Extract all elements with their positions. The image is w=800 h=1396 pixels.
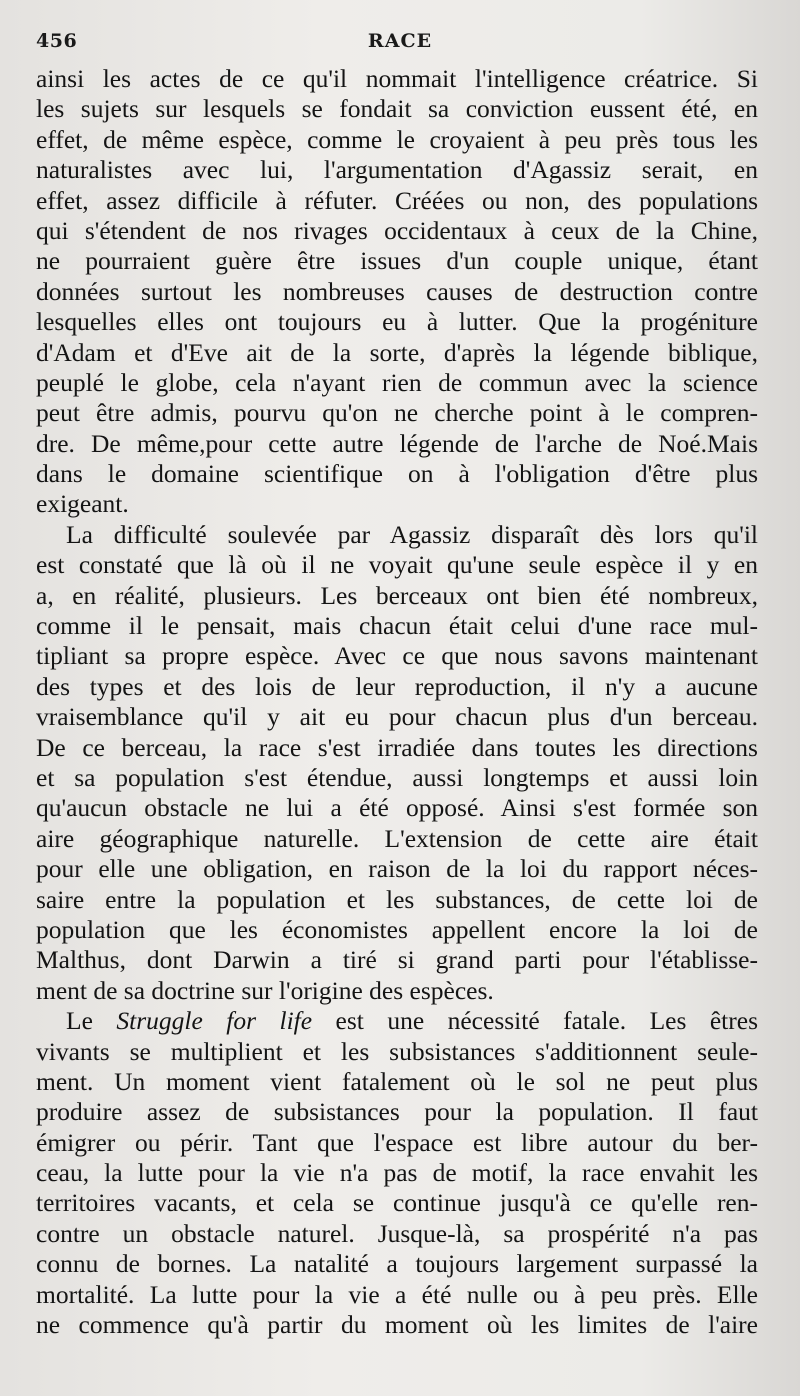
text-line: saire entre la population et les substances, de cette loi de <box>36 884 758 914</box>
text-line: ment. Un moment vient fatalement où le sol ne peut plus <box>36 1066 758 1096</box>
body-text <box>36 64 758 1340</box>
struggle-prefix: Le <box>66 1006 117 1036</box>
text-line: Malthus, dont Darwin a tiré si grand parti pour l'établisse- <box>36 945 758 975</box>
text-line: ceau, la lutte pour la vie n'a pas de motif, la race envahit les <box>36 1158 758 1188</box>
text-line: naturalistes avec lui, l'argumentation d'Agassiz serait, en <box>36 155 758 185</box>
text-line: qui s'étendent de nos rivages occidentaux à ceux de la Chine, <box>36 215 758 245</box>
text-line: connu de bornes. La natalité a toujours largement surpassé la <box>36 1249 758 1279</box>
text-line: données surtout les nombreuses causes de destruction contre <box>36 276 758 306</box>
text-line: d'Adam et d'Eve ait de la sorte, d'après la légende biblique, <box>36 337 758 367</box>
text-line: effet, de même espèce, comme le croyaient à peu près tous les <box>36 124 758 154</box>
struggle-for-life-italic: Struggle for life <box>116 1006 313 1036</box>
page-number: 456 <box>36 30 78 52</box>
text-line: a, en réalité, plusieurs. Les berceaux ont bien été nombreux, <box>36 580 758 610</box>
text-line: les sujets sur lesquels se fondait sa conviction eussent été, en <box>36 94 758 124</box>
running-head: RACE <box>367 30 433 52</box>
text-line: pour elle une obligation, en raison de la loi du rapport néces- <box>36 854 758 884</box>
text-line: De ce berceau, la race s'est irradiée dans toutes les directions <box>36 732 758 762</box>
text-line: population que les économistes appellent encore la loi de <box>36 914 758 944</box>
text-line: aire géographique naturelle. L'extension de cette aire était <box>36 823 758 853</box>
text-line: peuplé le globe, cela n'ayant rien de commun avec la science <box>36 367 758 397</box>
text-line: tipliant sa propre espèce. Avec ce que nous savons maintenant <box>36 641 758 671</box>
text-line: est constaté que là où il ne voyait qu'une seule espèce il y en <box>36 550 758 580</box>
text-line: qu'aucun obstacle ne lui a été opposé. Ainsi s'est formée son <box>36 793 758 823</box>
page-header <box>0 30 800 60</box>
text-line: peut être admis, pourvu qu'on ne cherche point à le compren- <box>36 398 758 428</box>
text-line: et sa population s'est étendue, aussi longtemps et aussi loin <box>36 762 758 792</box>
text-line: ne commence qu'à partir du moment où les limites de l'aire <box>36 1310 758 1340</box>
text-line: vivants se multiplient et les subsistances s'additionnent seule- <box>36 1036 758 1066</box>
text-line: exigeant. <box>36 489 129 519</box>
text-line: territoires vacants, et cela se continue jusqu'à ce qu'elle ren- <box>36 1188 758 1218</box>
struggle-rest: est une nécessité fatale. Les êtres <box>335 1006 758 1036</box>
text-line: émigrer ou périr. Tant que l'espace est libre autour du ber- <box>36 1127 758 1157</box>
text-line: ment de sa doctrine sur l'origine des espèces. <box>36 975 494 1005</box>
struggle-suffix <box>312 1006 335 1035</box>
text-line: La difficulté soulevée par Agassiz disparaît dès lors qu'il <box>66 519 758 549</box>
text-line: dre. De même,pour cette autre légende de l'arche de Noé.Mais <box>36 428 758 458</box>
text-line: contre un obstacle naturel. Jusque-là, sa prospérité n'a pas <box>36 1218 758 1248</box>
text-line: mortalité. La lutte pour la vie a été nulle ou à peu près. Elle <box>36 1279 758 1309</box>
text-line: des types et des lois de leur reproduction, il n'y a aucune <box>36 671 758 701</box>
text-line: effet, assez difficile à réfuter. Créées ou non, des populations <box>36 185 758 215</box>
text-line: produire assez de subsistances pour la population. Il faut <box>36 1097 758 1127</box>
text-line-struggle <box>36 1006 758 1036</box>
text-line: lesquelles elles ont toujours eu à lutter. Que la progéniture <box>36 307 758 337</box>
text-line: dans le domaine scientifique on à l'obligation d'être plus <box>36 459 758 489</box>
text-line: comme il le pensait, mais chacun était celui d'une race mul- <box>36 611 758 641</box>
text-line: ainsi les actes de ce qu'il nommait l'intelligence créatrice. Si <box>36 64 758 93</box>
text-line: ne pourraient guère être issues d'un couple unique, étant <box>36 246 758 276</box>
text-line: vraisemblance qu'il y ait eu pour chacun plus d'un berceau. <box>36 702 758 732</box>
